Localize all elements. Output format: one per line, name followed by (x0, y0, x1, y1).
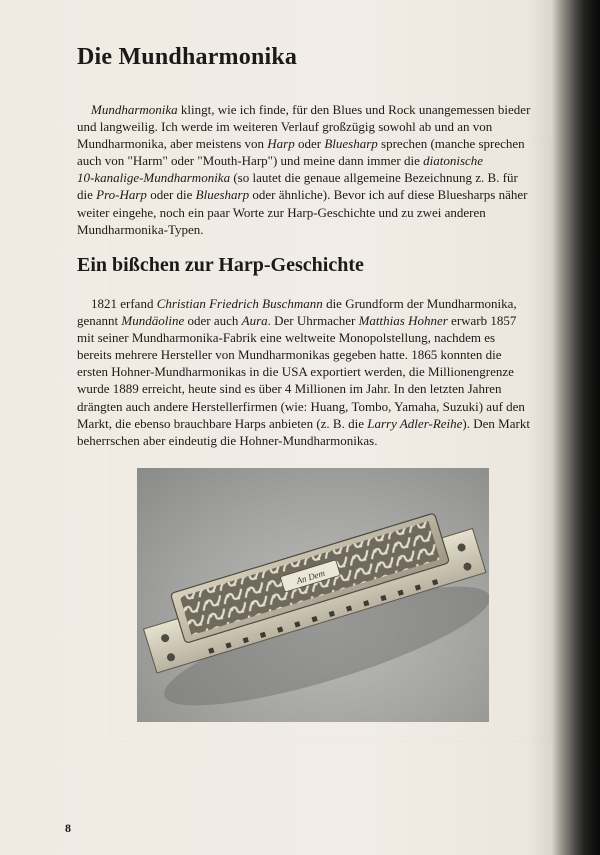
text-line (77, 295, 597, 312)
text-line (77, 398, 597, 415)
italic-term: Christian Friedrich Buschmann (156, 296, 323, 311)
text-run: beherrschen aber eindeutig die Hohner-Mundharmonikas. (77, 432, 378, 448)
text-line (77, 135, 597, 152)
history-paragraph (77, 295, 597, 449)
text-run: ersten Hohner-Mundharmonikas in die USA exportiert werden, die Millionengrenze (77, 364, 514, 380)
text-run: oder die (146, 187, 196, 203)
text-run: Mundharmonika, aber meistens von (77, 136, 268, 152)
text-run: erwarb 1857 (447, 313, 517, 329)
text-run: genannt (77, 313, 122, 329)
text-run: Mundharmonika-Typen. (77, 221, 204, 237)
text-run: die Grundform der Mundharmonika, (322, 296, 517, 311)
italic-term: Bluesharp (195, 187, 250, 203)
italic-term: diatonische (423, 153, 484, 169)
harmonica-image (137, 468, 489, 722)
text-run: oder auch (184, 313, 242, 329)
text-line (77, 432, 597, 449)
text-run: sprechen (manche sprechen (377, 136, 525, 152)
text-run: oder ähnliche). Bevor ich auf diese Bluesharps näher (249, 187, 528, 203)
text-run: weiter eingehe, noch ein paar Worte zur Harp-Geschichte und zu zwei anderen (77, 204, 486, 220)
text-line (77, 169, 597, 186)
italic-term: Mundäoline (121, 313, 185, 329)
italic-term: 10-kanalige-Mundharmonika (77, 170, 231, 186)
italic-term: Harp (267, 136, 295, 152)
text-run: oder (294, 136, 325, 152)
text-run: 1821 erfand (91, 296, 157, 311)
text-run: die (77, 187, 97, 203)
text-run: ). Den Markt (462, 415, 530, 431)
italic-term: Pro-Harp (96, 187, 147, 203)
text-run: wurde 1889 erreicht, heute sind es über 4 Millionen im Jahr. In den letzten Jahren (77, 381, 502, 397)
page-number: 8 (65, 821, 71, 835)
text-line (77, 380, 597, 397)
text-run: bereits mehrere Hersteller von Mundharmonikas gegeben hatte. 1865 konnten die (77, 347, 502, 363)
text-line (77, 152, 597, 169)
text-line (77, 312, 597, 329)
text-run: und langweilig. Ich werde im weiteren Verlauf großzügig sowohl ab und an von (77, 119, 493, 135)
harmonica-engraving: An Dem (295, 567, 327, 586)
text-line (77, 221, 597, 238)
text-line (77, 346, 597, 363)
text-run: klingt, wie ich finde, für den Blues und Rock unangemessen bieder (177, 102, 531, 117)
page-title: Die Mundharmonika (77, 44, 298, 70)
text-run: (so lautet die genaue allgemeine Bezeichnung z. B. für (230, 170, 518, 186)
text-run: Markt, die ebenso brauchbare Harps anbieten (z. B. die (77, 415, 368, 431)
intro-paragraph (77, 101, 597, 238)
text-line (77, 186, 597, 203)
text-run: . Der Uhrmacher (267, 313, 359, 329)
harmonica-photo (137, 468, 489, 722)
text-line (77, 118, 597, 135)
italic-term: Matthias Hohner (358, 313, 448, 329)
text-run: drängten auch andere Herstellerfirmen (wie: Huang, Tombo, Yamaha, Suzuki) auf den (77, 398, 525, 414)
text-run: auch von "Harm" oder "Mouth-Harp") und meine dann immer die (77, 153, 424, 169)
text-line (77, 363, 597, 380)
text-line (77, 415, 597, 432)
italic-term: Mundharmonika (91, 102, 178, 117)
section-heading: Ein bißchen zur Harp-Geschichte (77, 254, 364, 276)
italic-term: Bluesharp (324, 136, 378, 152)
text-line (77, 204, 597, 221)
text-run: mit seiner Mundharmonika-Fabrik eine weltweite Monopolstellung, nachdem es (77, 330, 496, 346)
italic-term: Larry Adler-Reihe (367, 415, 463, 431)
italic-term: Aura (241, 313, 268, 329)
text-line (77, 329, 597, 346)
text-line (77, 101, 597, 118)
